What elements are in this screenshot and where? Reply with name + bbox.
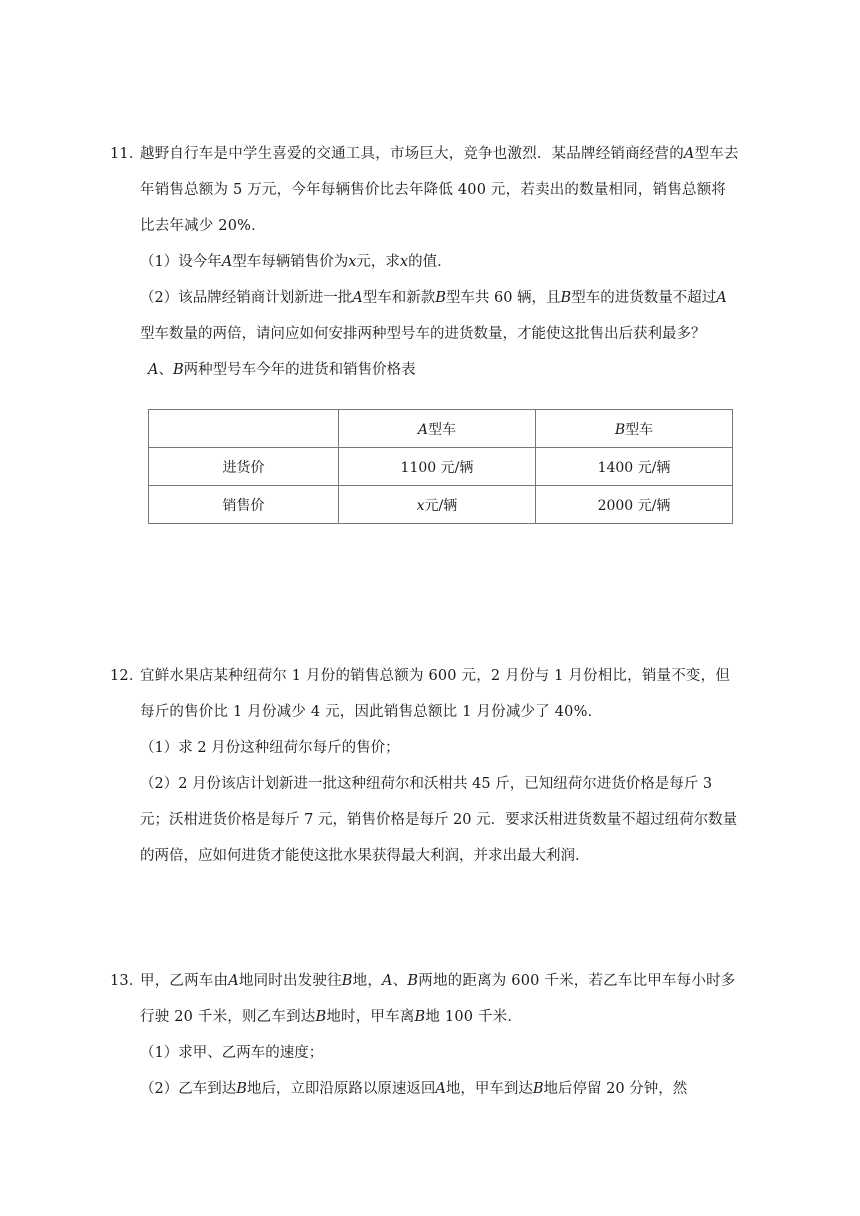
question-11-part-1: （1）设今年A型车每辆销售价为x元，求x的值． (140, 254, 452, 270)
question-12 (110, 658, 740, 874)
table-row-label: 销售价 (149, 486, 339, 524)
table-cell: 2000 元/辆 (535, 486, 732, 524)
table-header-b: B型车 (535, 410, 732, 448)
table-header-a: A型车 (338, 410, 535, 448)
table-row (149, 410, 733, 448)
table-row-label: 进货价 (149, 448, 339, 486)
question-12-part-1: （1）求 2 月份这种纽荷尔每斤的售价； (140, 740, 400, 756)
table-cell: 1100 元/辆 (338, 448, 535, 486)
question-13 (110, 963, 740, 1107)
table-row (149, 448, 733, 486)
price-table (148, 409, 733, 524)
question-11-stem: 11．越野自行车是中学生喜爱的交通工具，市场巨大，竞争也激烈．某品牌经销商经营的A型车去年销售总额为 5 万元，今年每辆售价比去年降低 400 元，若卖出的数量相同，销售总额将比去年减少 20%． (110, 136, 740, 244)
table-cell: 1400 元/辆 (535, 448, 732, 486)
question-13-part-1: （1）求甲、乙两车的速度； (140, 1045, 324, 1061)
question-number: 12． (110, 668, 144, 684)
question-13-stem: 13．甲，乙两车由A地同时出发驶往B地，A、B两地的距离为 600 千米，若乙车比甲车每小时多行驶 20 千米，则乙车到达B地时，甲车离B地 100 千米． (110, 963, 740, 1035)
question-13-part-2: （2）乙车到达B地后，立即沿原路以原速返回A地，甲车到达B地后停留 20 分钟，然 (140, 1081, 688, 1097)
table-caption: A、B两种型号车今年的进货和销售价格表 (148, 362, 416, 378)
table-cell: x元/辆 (338, 486, 535, 524)
table-cell-empty (149, 410, 339, 448)
question-12-part-2: （2）2 月份该店计划新进一批这种纽荷尔和沃柑共 45 斤，已知纽荷尔进货价格是每斤 3 元；沃柑进货价格是每斤 7 元，销售价格是每斤 20 元．要求沃柑进货数量不超过纽荷尔数量的两倍，应如何进货才能使这批水果获得最大利润，并求出最大利润． (140, 776, 738, 864)
question-11 (110, 136, 740, 388)
question-11-part-2: （2）该品牌经销商计划新进一批A型车和新款B型车共 60 辆，且B型车的进货数量不超过A型车数量的两倍，请问应如何安排两种型号车的进货数量，才能使这批售出后获利最多？ (140, 290, 727, 342)
question-12-stem: 12．宜鲜水果店某种纽荷尔 1 月份的销售总额为 600 元，2 月份与 1 月份相比，销量不变，但每斤的售价比 1 月份减少 4 元，因此销售总额比 1 月份减少了 40%． (110, 658, 740, 730)
table-row (149, 486, 733, 524)
question-number: 13． (110, 973, 144, 989)
question-number: 11． (110, 146, 144, 162)
